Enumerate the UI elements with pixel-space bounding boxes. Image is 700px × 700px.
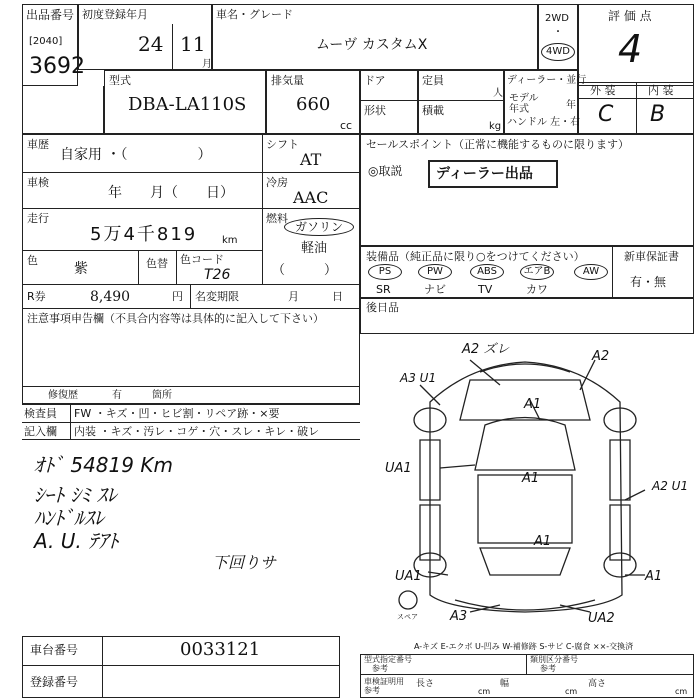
equipment-item-bottom-2: ナビ — [424, 283, 446, 296]
inspection-label: 車検 — [27, 176, 49, 189]
sales-points-label: セールスポイント（正常に機能するものに限ります） — [366, 138, 630, 151]
shape-label: 形状 — [364, 104, 386, 117]
repair-label: 修復歴 — [48, 390, 78, 401]
fuel-gas: ガソリン — [284, 218, 354, 236]
history-label: 車歴 — [27, 138, 49, 151]
inspector-row-2: 内装 ・キズ・汚レ・コゲ・穴・スレ・キレ・破レ — [74, 425, 320, 438]
reg-label: 登録番号 — [30, 675, 79, 689]
warranty-value: 有・無 — [630, 275, 667, 289]
name-limit-unit: 月 日 — [288, 290, 343, 303]
chassis-label: 車台番号 — [30, 643, 79, 657]
lot-number: 3692 — [29, 54, 85, 79]
door-label: ドア — [364, 74, 386, 87]
diagram-mark-1: A2 ズレ — [462, 342, 510, 357]
height-label: 高さ — [588, 679, 607, 689]
cm-2: cm — [565, 687, 578, 696]
diagram-mark-7: A2 U1 — [652, 479, 689, 493]
recycle-label: R券 — [27, 290, 46, 303]
inspection-value: 年 月（ 日） — [108, 185, 234, 201]
model-value: DBA-LA110S — [128, 94, 247, 115]
reference-1: 参考 — [372, 664, 388, 673]
color-value: 紫 — [74, 261, 88, 277]
diagram-mark-2: A2 — [592, 349, 610, 364]
note-line-1: ｵﾄﾞ 54819 Km — [34, 453, 173, 477]
color-code-label: 色コード — [180, 253, 224, 266]
exterior-label: 外 装 — [590, 84, 616, 97]
type-designation-label: 型式指定番号 — [364, 655, 412, 664]
note-under: 下回りサ — [212, 553, 277, 572]
score-value: 4 — [618, 27, 643, 71]
length-label: 長さ — [416, 679, 435, 689]
warranty-label: 新車保証書 — [624, 250, 679, 263]
dealer-car-text: ディーラー出品 — [436, 166, 533, 182]
diagram-mark-12: UA2 — [588, 611, 615, 626]
footer-spec-mid — [360, 674, 694, 675]
car-name-label: 車名・グレード — [216, 8, 293, 21]
cm-1: cm — [478, 687, 491, 696]
exterior-grade: C — [598, 102, 614, 127]
first-reg-label: 初度登録年月 — [82, 8, 148, 21]
model-year-unit: 年 — [566, 100, 576, 111]
equipment-item-bottom-4: カワ — [526, 283, 548, 296]
lot-label: 出品番号 — [26, 8, 75, 22]
footer-spec-split — [526, 654, 527, 674]
inspector-row-1: FW ・キズ・凹・ヒビ割・リペア跡・×要 — [74, 407, 280, 420]
damage-legend: A-キズ E-エクボ U-凹み W-補修跡 S-サビ C-腐食 ××-交換済 — [414, 642, 634, 651]
equipment-item-3: ABS — [470, 264, 504, 280]
color-code: T26 — [204, 267, 231, 283]
equipment-item-1: PS — [368, 264, 402, 280]
width-label: 幅 — [500, 679, 510, 689]
drive-2wd: 2WD — [545, 13, 569, 24]
manual-label: ◎取説 — [368, 164, 403, 178]
load-unit: kg — [489, 121, 502, 132]
capacity-unit: 人 — [493, 88, 503, 99]
ac-label: 冷房 — [266, 176, 288, 189]
color-trim-label: 色替 — [146, 257, 168, 270]
cert-length-label: 車検証明用 参考 — [364, 677, 404, 695]
score-label: 評 価 点 — [608, 9, 652, 23]
notes-label: 注意事項申告欄（不具合内容等は具体的に記入して下さい） — [27, 312, 324, 325]
chassis-value: 0033121 — [180, 639, 261, 660]
spare-label: スペア — [397, 613, 418, 621]
repair-place-label: 箇所 — [152, 390, 172, 401]
note-line-4: A. U. ﾃｱﾄ — [34, 529, 119, 553]
cm-3: cm — [675, 687, 688, 696]
mileage-value: 5万4千819 — [90, 224, 198, 245]
first-reg-month-unit: 月 — [202, 59, 212, 70]
name-limit-label: 名変期限 — [195, 290, 239, 303]
model-year-label: モデル 年式 — [509, 93, 539, 115]
diagram-mark-4: A1 — [524, 397, 542, 412]
diagram-mark-6: UA1 — [385, 461, 412, 476]
history-value: 自家用 ・（ ） — [60, 147, 212, 163]
lot-sub: [2040] — [29, 36, 63, 47]
equipment-item-bottom-3: TV — [478, 283, 493, 296]
shift-label: シフト — [266, 138, 299, 151]
fuel-label: 燃料 — [266, 212, 288, 225]
displacement-value: 660 — [296, 94, 331, 115]
diagram-mark-8: A1 — [534, 534, 552, 549]
category-label: 類別区分番号 — [530, 655, 578, 664]
equipment-item-5: AW — [574, 264, 608, 280]
interior-grade: B — [650, 102, 666, 127]
note-line-2: ｼｰﾄ ｼﾐ ｽﾚ — [34, 483, 117, 507]
drive-dot: ・ — [553, 27, 563, 38]
fuel-paren: （ ） — [272, 263, 338, 278]
reference-2: 参考 — [540, 664, 556, 673]
inspector-label-2: 記入欄 — [24, 425, 57, 438]
diagram-mark-3: A3 U1 — [400, 371, 437, 385]
recycle-value: 8,490 — [90, 289, 131, 305]
mileage-unit: km — [222, 235, 238, 246]
inspector-label-1: 検査員 — [24, 407, 57, 420]
displacement-unit: cc — [340, 119, 353, 132]
diagram-mark-9: UA1 — [395, 569, 422, 584]
diagram-mark-11: A3 — [450, 609, 468, 624]
diagram-mark-5: A1 — [522, 471, 540, 486]
car-name: ムーヴ カスタムX — [316, 37, 428, 53]
shift-value: AT — [300, 150, 322, 169]
drive-4wd: 4WD — [541, 43, 575, 61]
fuel-diesel: 軽油 — [301, 241, 328, 256]
repair-value: 有 — [112, 390, 122, 401]
dealer-label: ディーラー・並行 — [507, 75, 587, 86]
recycle-unit: 円 — [172, 290, 183, 303]
diagram-mark-10: A1 — [645, 569, 663, 584]
interior-label: 内 装 — [648, 84, 674, 97]
ac-value: AAC — [293, 188, 329, 207]
model-label: 型式 — [109, 74, 131, 87]
equipment-label: 装備品（純正品に限り○をつけてください） — [366, 250, 585, 263]
first-reg-month: 11 — [180, 32, 206, 56]
equipment-item-4: エアB — [520, 264, 554, 280]
note-line-3: ﾊﾝﾄﾞﾙｽﾚ — [34, 506, 104, 530]
capacity-label: 定員 — [422, 74, 444, 87]
displacement-label: 排気量 — [271, 74, 304, 87]
first-reg-year: 24 — [138, 32, 164, 56]
after-label: 後日品 — [366, 301, 399, 314]
equipment-item-bottom-1: SR — [376, 283, 391, 296]
handle-label: ハンドル 左・右 — [507, 117, 581, 128]
load-label: 積載 — [422, 104, 444, 117]
mileage-label: 走行 — [27, 212, 49, 225]
color-label: 色 — [27, 254, 38, 267]
equipment-item-2: PW — [418, 264, 452, 280]
